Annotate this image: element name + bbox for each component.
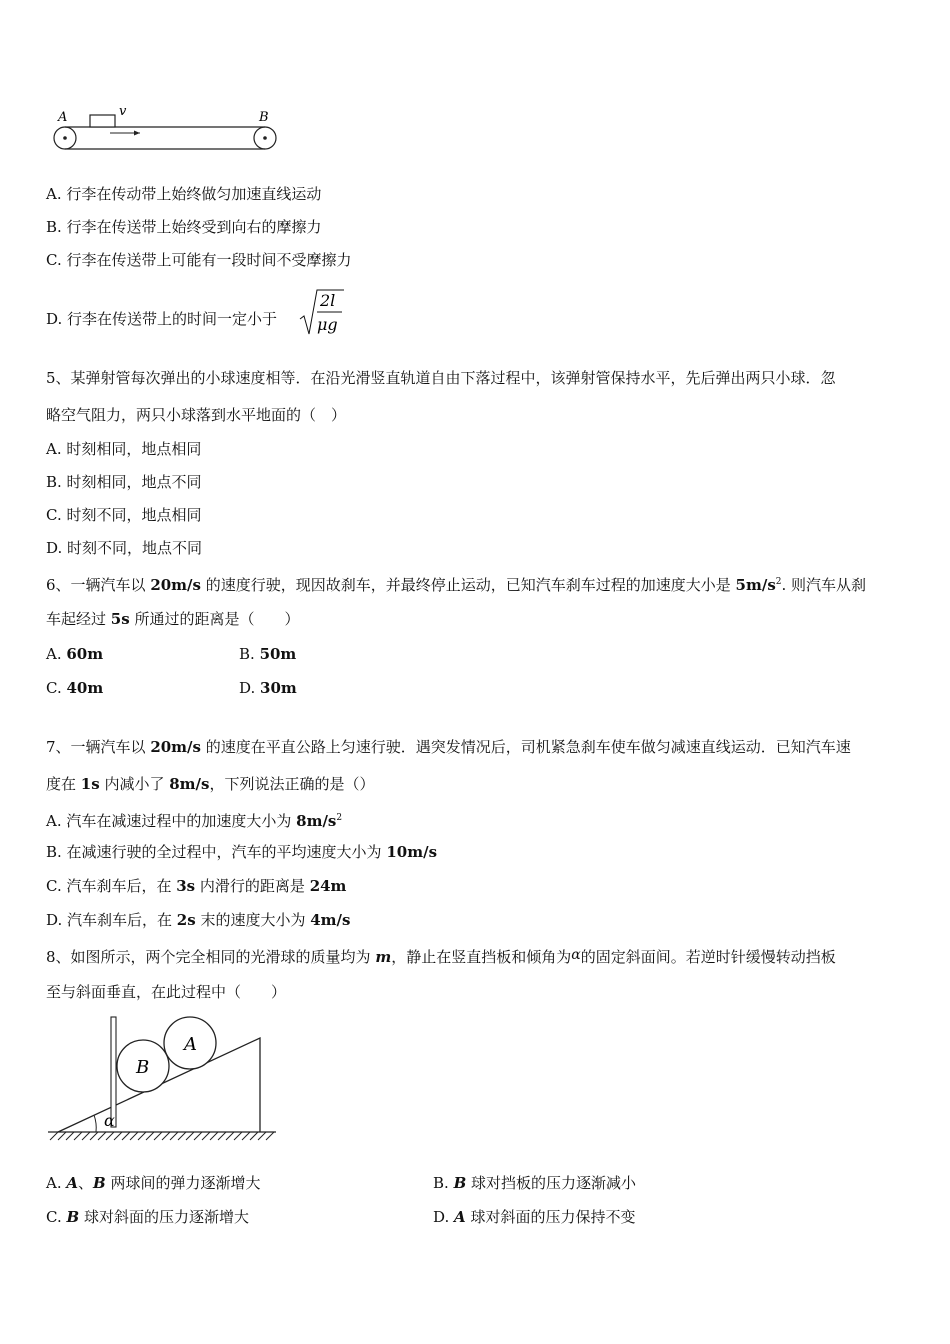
q7-s1c: 的速度在平直公路上匀速行驶．遇突发情况后，司机紧急刹车使车做匀减速直线运动．已知汽车速 — [200, 738, 851, 756]
q7-s2b: 1s — [80, 775, 100, 793]
q8-s1a: 8、如图所示，两个完全相同的光滑球的质量均为 — [46, 948, 376, 966]
q5-option-b: B. 时刻相同，地点不同 — [46, 473, 202, 491]
q6-stem-line1 — [46, 572, 866, 595]
label-v: v — [119, 104, 127, 119]
q7-s2a: 度在 — [46, 775, 81, 793]
ball-b-label: B — [136, 1057, 150, 1078]
q7-d-val1: 2s — [176, 911, 196, 929]
q7-c-val2: 24m — [309, 877, 347, 895]
q7-option-a — [46, 808, 342, 831]
q8-s1e: 的固定斜面间。若逆时针缓慢转动挡板 — [580, 948, 836, 966]
q5-stem-line2: 略空气阻力，两只小球落到水平地面的（ ） — [46, 406, 347, 424]
q8-b-pre: B. — [433, 1174, 454, 1192]
q5-option-c: C. 时刻不同，地点相同 — [46, 506, 202, 524]
q8-d-it: A — [454, 1208, 466, 1226]
q8-stem-line1 — [46, 945, 836, 967]
q7-d-pre: D. 汽车刹车后，在 — [46, 911, 177, 929]
q6-option-a — [46, 644, 103, 664]
q6-option-b — [239, 644, 296, 664]
q7-b-val: 10m/s — [386, 843, 438, 861]
q7-s2c: 内减小了 — [99, 775, 170, 793]
q8-c-post: 球对斜面的压力逐渐增大 — [79, 1208, 249, 1226]
conveyor-belt-figure — [50, 104, 280, 154]
q5-option-a: A. 时刻相同，地点相同 — [46, 440, 202, 458]
q6-s1b: 20m/s — [150, 576, 201, 594]
q6-b-val: 50m — [259, 645, 297, 663]
q7-stem-line2 — [46, 774, 374, 794]
q8-a-pre: A. — [46, 1174, 67, 1192]
q8-a-it2: B — [93, 1174, 106, 1192]
q8-s1d: α — [571, 947, 581, 963]
q8-stem-line2: 至与斜面垂直，在此过程中（ ） — [46, 983, 287, 1001]
q8-d-post: 球对斜面的压力保持不变 — [465, 1208, 636, 1226]
q6-d-val: 30m — [260, 679, 297, 697]
q6-a-val: 60m — [66, 645, 104, 663]
q6-c-val: 40m — [66, 679, 104, 697]
q8-option-a — [46, 1173, 261, 1193]
q8-c-it: B — [66, 1208, 80, 1226]
q4-option-b: B. 行李在传送带上始终受到向右的摩擦力 — [46, 218, 322, 236]
q8-c-pre: C. — [46, 1208, 67, 1226]
q6-s1c: 的速度行驶，现因故刹车，并最终停止运动，已知汽车刹车过程的加速度大小是 — [200, 576, 736, 594]
q6-s1e: 2 — [775, 577, 782, 587]
q7-b-pre: B. 在减速行驶的全过程中，汽车的平均速度大小为 — [46, 843, 387, 861]
q7-s2d: 8m/s — [169, 775, 210, 793]
q6-option-d — [239, 678, 297, 698]
angle-label: α — [104, 1111, 115, 1130]
q8-option-b — [433, 1173, 636, 1193]
q8-s1b: m — [375, 948, 392, 966]
q6-s1d: 5m/s — [735, 576, 776, 594]
q7-d-post: 末的速度大小为 — [195, 911, 311, 929]
q8-option-c — [46, 1207, 249, 1227]
q7-s1a: 7、一辆汽车以 — [46, 738, 151, 756]
q6-stem-line2 — [46, 609, 299, 629]
formula-denominator: μg — [317, 315, 338, 334]
q7-stem-line1 — [46, 737, 851, 757]
formula-numerator: 2l — [320, 291, 336, 310]
q6-s2c: 所通过的距离是（ ） — [129, 610, 300, 628]
q7-option-d — [46, 910, 350, 930]
q4-option-c: C. 行李在传送带上可能有一段时间不受摩擦力 — [46, 251, 352, 269]
q6-d-pre: D. — [239, 679, 261, 697]
q6-s1f: . 则汽车从刹 — [781, 576, 867, 594]
q6-c-pre: C. — [46, 679, 67, 697]
q8-b-post: 球对挡板的压力逐渐减小 — [466, 1174, 637, 1192]
q6-a-pre: A. — [46, 645, 67, 663]
q5-option-d: D. 时刻不同，地点不同 — [46, 539, 203, 557]
q6-s1a: 6、一辆汽车以 — [46, 576, 151, 594]
ball-a-label: A — [184, 1034, 197, 1055]
q8-option-d — [433, 1207, 635, 1227]
q4-option-a: A. 行李在传动带上始终做匀加速直线运动 — [46, 185, 322, 203]
sqrt-formula — [298, 288, 348, 338]
q4-option-d-text: D. 行李在传送带上的时间一定小于 — [46, 310, 278, 328]
incline-figure — [44, 1012, 284, 1142]
q8-a-mid: 、 — [78, 1174, 94, 1192]
label-b: B — [259, 110, 269, 125]
q7-a-sup: 2 — [336, 813, 343, 823]
q8-a-it1: A — [66, 1174, 79, 1192]
q7-d-val2: 4m/s — [310, 911, 351, 929]
q6-option-c — [46, 678, 103, 698]
q7-c-val1: 3s — [176, 877, 196, 895]
q8-a-post: 两球间的弹力逐渐增大 — [105, 1174, 261, 1192]
q6-s2a: 车起经过 — [46, 610, 111, 628]
q7-s1b: 20m/s — [150, 738, 201, 756]
q7-c-pre: C. 汽车刹车后，在 — [46, 877, 177, 895]
q7-a-val: 8m/s — [296, 812, 337, 830]
q8-b-it: B — [453, 1174, 467, 1192]
label-a: A — [58, 110, 68, 125]
q7-option-b — [46, 842, 437, 862]
q8-s1c: ，静止在竖直挡板和倾角为 — [391, 948, 572, 966]
q7-option-c — [46, 876, 346, 896]
q7-s2e: ，下列说法正确的是（） — [209, 775, 375, 793]
q5-stem-line1: 5、某弹射管每次弹出的小球速度相等．在沿光滑竖直轨道自由下落过程中，该弹射管保持水平，先后弹出两只小球．忽 — [46, 369, 836, 387]
q7-c-post: 内滑行的距离是 — [195, 877, 310, 895]
q7-a-pre: A. 汽车在减速过程中的加速度大小为 — [46, 812, 297, 830]
q8-d-pre: D. — [433, 1208, 455, 1226]
q6-b-pre: B. — [239, 645, 260, 663]
q6-s2b: 5s — [110, 610, 130, 628]
